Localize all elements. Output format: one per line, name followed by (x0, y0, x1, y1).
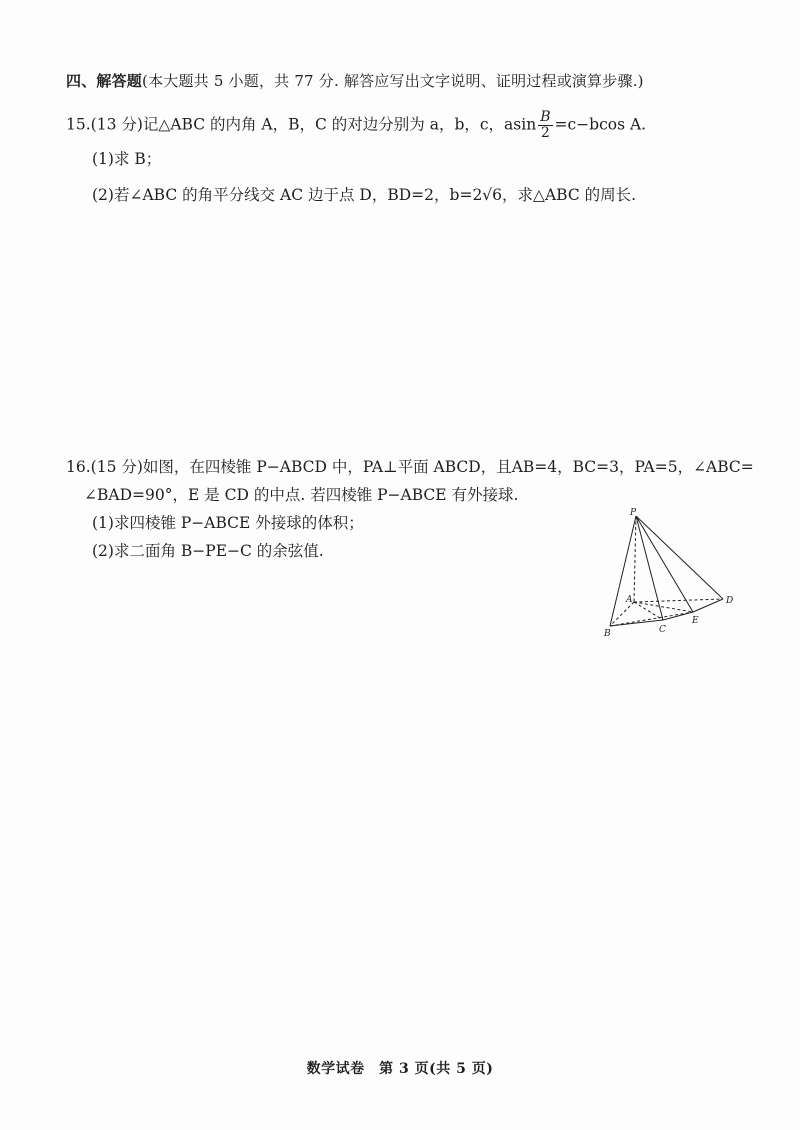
question-15-part-1: (1)求 B； (92, 150, 162, 168)
vertex-label-D: D (726, 596, 734, 606)
question-16-part-2: (2)求二面角 B−PE−C 的余弦值. (92, 542, 324, 560)
fraction-denominator: 2 (540, 125, 550, 141)
edge-PC (636, 516, 663, 620)
section-note: (本大题共 5 小题，共 77 分. 解答应写出文字说明、证明过程或演算步骤.) (142, 72, 644, 90)
question-16-line-2: ∠BAD=90°，E 是 CD 的中点. 若四棱锥 P−ABCE 有外接球. (84, 486, 519, 504)
vertex-label-C: C (659, 625, 666, 635)
question-15-fraction (538, 110, 552, 141)
section-heading (66, 70, 644, 91)
question-15-stem (66, 110, 646, 141)
question-16-number: 16. (66, 458, 91, 476)
vertex-label-P: P (630, 508, 637, 518)
question-15-part-2: (2)若∠ABC 的角平分线交 AC 边于点 D，BD=2，b=2√6，求△ABC 的周长. (92, 186, 637, 204)
vertex-label-B: B (604, 629, 611, 639)
question-15-stem-end: =c−bcos A. (554, 115, 647, 134)
edge-PD (636, 516, 723, 599)
fraction-numerator: B (540, 109, 551, 125)
question-15-stem-start: 记△ABC 的内角 A，B，C 的对边分别为 a，b，c，asin (142, 115, 537, 134)
edge-ED (693, 599, 723, 612)
edge-PB (610, 516, 636, 626)
pyramid-figure (598, 506, 748, 642)
edge-PA-hidden (634, 516, 636, 602)
question-16-line-1: 如图，在四棱锥 P−ABCD 中，PA⊥平面 ABCD，且AB=4，BC=3，PA=5，∠ABC= (142, 458, 754, 476)
edge-AB-hidden (610, 602, 634, 626)
question-15-points: (13 分) (90, 115, 143, 134)
edge-PE (636, 516, 693, 612)
page-footer: 数学试卷 第 3 页(共 5 页) (306, 1061, 494, 1077)
question-16-points: (15 分) (90, 458, 143, 476)
question-16-part-1: (1)求四棱锥 P−ABCE 外接球的体积； (92, 514, 364, 532)
edge-AE-hidden (634, 602, 693, 612)
question-15-number: 15. (66, 115, 91, 134)
section-title: 四、解答题 (66, 72, 143, 90)
edge-AD-hidden (634, 599, 723, 602)
question-16-stem-line-1 (66, 456, 754, 478)
vertex-label-A: A (626, 595, 633, 605)
vertex-label-E: E (692, 616, 699, 626)
